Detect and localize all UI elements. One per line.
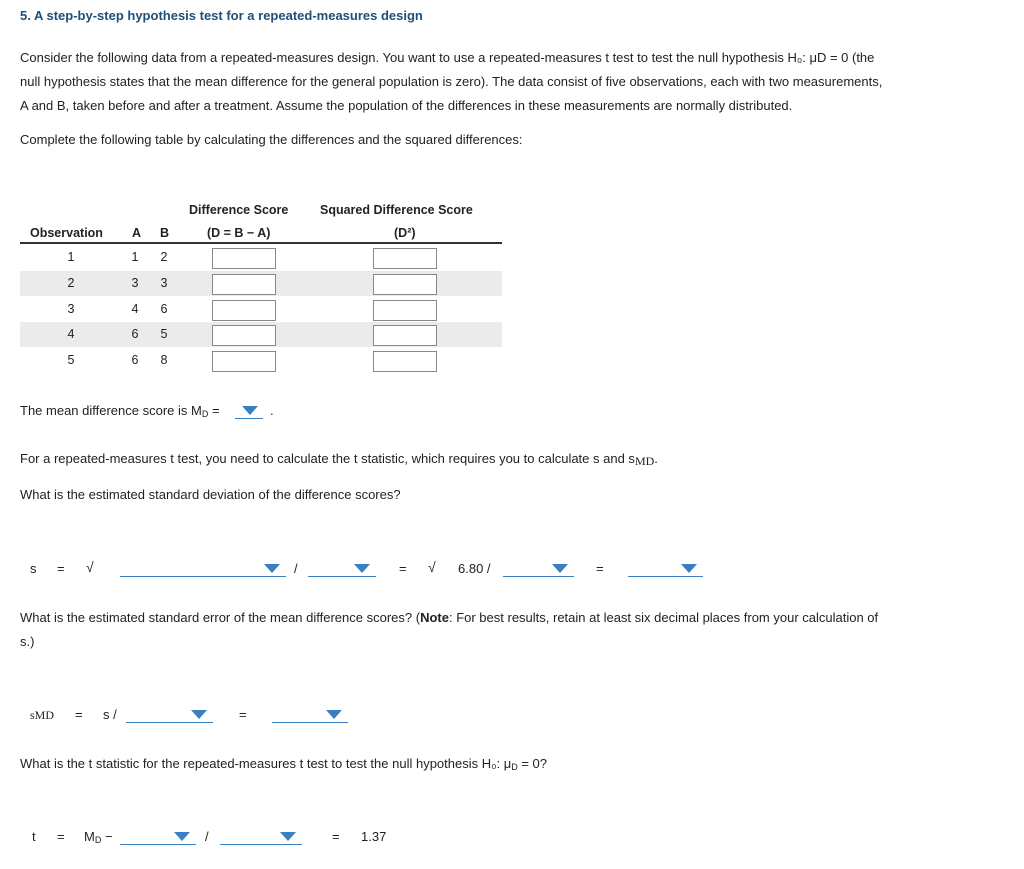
obs-cell: 3	[67, 302, 75, 316]
sd-result-dropdown[interactable]	[628, 560, 703, 577]
se-label: sMD	[30, 708, 55, 722]
t-prompt-end: = 0?	[517, 756, 548, 771]
tstat-intro-text: For a repeated-measures t test, you need to calculate the t statistic, which requires you to calculate s and s	[20, 451, 635, 466]
chevron-down-icon	[242, 406, 258, 415]
mean-prompt-end: .	[270, 403, 274, 418]
chevron-down-icon	[552, 564, 568, 573]
se-s-over: s /	[103, 707, 117, 722]
b-cell: 5	[160, 327, 168, 341]
a-cell: 6	[131, 327, 139, 341]
difference-input[interactable]	[212, 351, 276, 372]
t-m-sub: D	[94, 835, 102, 845]
mean-prompt	[20, 403, 220, 419]
observation-header: Observation	[30, 226, 103, 240]
difference-input[interactable]	[212, 248, 276, 269]
se-prompt	[20, 610, 878, 625]
se-result-dropdown[interactable]	[272, 706, 348, 723]
intro-line-3: A and B, taken before and after a treatment. Assume the population of the differences in these measurements are normally distributed.	[20, 98, 793, 113]
se-prompt-text: What is the estimated standard error of the mean difference scores? (	[20, 610, 421, 625]
difference-input[interactable]	[212, 274, 276, 295]
squared-difference-input[interactable]	[373, 325, 437, 346]
se-prompt-rest: : For best results, retain at least six decimal places from your calculation of	[448, 610, 879, 625]
sq-header-line1: Squared Difference Score	[320, 203, 473, 217]
df-dropdown[interactable]	[308, 560, 376, 577]
t-prompt-text: What is the t statistic for the repeated-measures t test to test the null hypothesis H₀: μ	[20, 756, 512, 771]
chevron-down-icon	[191, 710, 207, 719]
se-prompt-note: Note	[420, 610, 449, 625]
a-header: A	[132, 226, 142, 240]
sd-eq1: =	[57, 561, 65, 576]
sd-value: 6.80 /	[458, 561, 491, 576]
se-prompt-line2: s.)	[20, 634, 35, 649]
chevron-down-icon	[174, 832, 190, 841]
table-prompt: Complete the following table by calculating the differences and the squared differences:	[20, 132, 523, 147]
sd-df-dropdown[interactable]	[503, 560, 574, 577]
table-row	[20, 245, 502, 270]
t-eq2: =	[332, 829, 340, 844]
squared-difference-input[interactable]	[373, 300, 437, 321]
table-row	[20, 297, 502, 322]
table-row	[20, 348, 502, 373]
squared-difference-input[interactable]	[373, 351, 437, 372]
mean-prompt-eq: =	[211, 403, 220, 418]
table-row	[20, 322, 502, 347]
b-header: B	[160, 226, 170, 240]
se-eq2: =	[239, 707, 247, 722]
diff-header-line1: Difference Score	[189, 203, 289, 217]
mean-difference-dropdown[interactable]	[235, 402, 263, 419]
squared-difference-input[interactable]	[373, 248, 437, 269]
sd-s-label: s	[30, 561, 37, 576]
b-cell: 8	[160, 353, 168, 367]
difference-input[interactable]	[212, 300, 276, 321]
t-prompt	[20, 756, 547, 772]
b-cell: 6	[160, 302, 168, 316]
t-md-label	[84, 829, 113, 845]
sq-header-line2: (D²)	[394, 226, 416, 240]
t-mu-dropdown[interactable]	[120, 828, 196, 845]
mean-prompt-sub: D	[201, 409, 209, 419]
b-cell: 2	[160, 250, 168, 264]
sqrt-icon: √	[86, 559, 94, 575]
t-minus: −	[104, 829, 113, 844]
tstat-intro-sub: MD	[634, 454, 655, 468]
chevron-down-icon	[326, 710, 342, 719]
sd-eq3: =	[596, 561, 604, 576]
t-value: 1.37	[361, 829, 387, 844]
t-slash: /	[205, 829, 209, 844]
t-se-dropdown[interactable]	[220, 828, 302, 845]
a-cell: 6	[131, 353, 139, 367]
obs-cell: 5	[67, 353, 75, 367]
chevron-down-icon	[681, 564, 697, 573]
sqrt-icon: √	[428, 559, 436, 575]
sd-prompt: What is the estimated standard deviation of the difference scores?	[20, 487, 401, 502]
a-cell: 3	[131, 276, 139, 290]
difference-input[interactable]	[212, 325, 276, 346]
diff-header-line2: (D = B − A)	[207, 226, 271, 240]
sum-squares-dropdown[interactable]	[120, 560, 286, 577]
mean-prompt-text: The mean difference score is M	[20, 403, 202, 418]
intro-paragraph	[20, 46, 980, 118]
squared-difference-input[interactable]	[373, 274, 437, 295]
sd-eq2: =	[399, 561, 407, 576]
b-cell: 3	[160, 276, 168, 290]
obs-cell: 2	[67, 276, 75, 290]
tstat-intro-end: .	[654, 451, 658, 466]
a-cell: 1	[131, 250, 139, 264]
chevron-down-icon	[354, 564, 370, 573]
chevron-down-icon	[280, 832, 296, 841]
t-eq1: =	[57, 829, 65, 844]
sd-slash: /	[294, 561, 298, 576]
se-eq1: =	[75, 707, 83, 722]
intro-line-2: null hypothesis states that the mean difference for the general population is zero). The data consist of five observations, each with two measurements,	[20, 74, 883, 89]
a-cell: 4	[131, 302, 139, 316]
obs-cell: 1	[67, 250, 75, 264]
question-title: 5. A step-by-step hypothesis test for a repeated-measures design	[20, 8, 423, 23]
table-row	[20, 271, 502, 296]
se-n-dropdown[interactable]	[126, 706, 213, 723]
chevron-down-icon	[264, 564, 280, 573]
t-prompt-sub: D	[511, 762, 518, 772]
intro-line-1: Consider the following data from a repeated-measures design. You want to use a repeated-measures t test to test the null hypothesis H₀: μD = 0 (the	[20, 50, 875, 65]
t-label: t	[32, 829, 36, 844]
obs-cell: 4	[67, 327, 75, 341]
header-rule	[20, 242, 502, 244]
t-m: M	[84, 829, 95, 844]
tstat-intro	[20, 451, 658, 469]
